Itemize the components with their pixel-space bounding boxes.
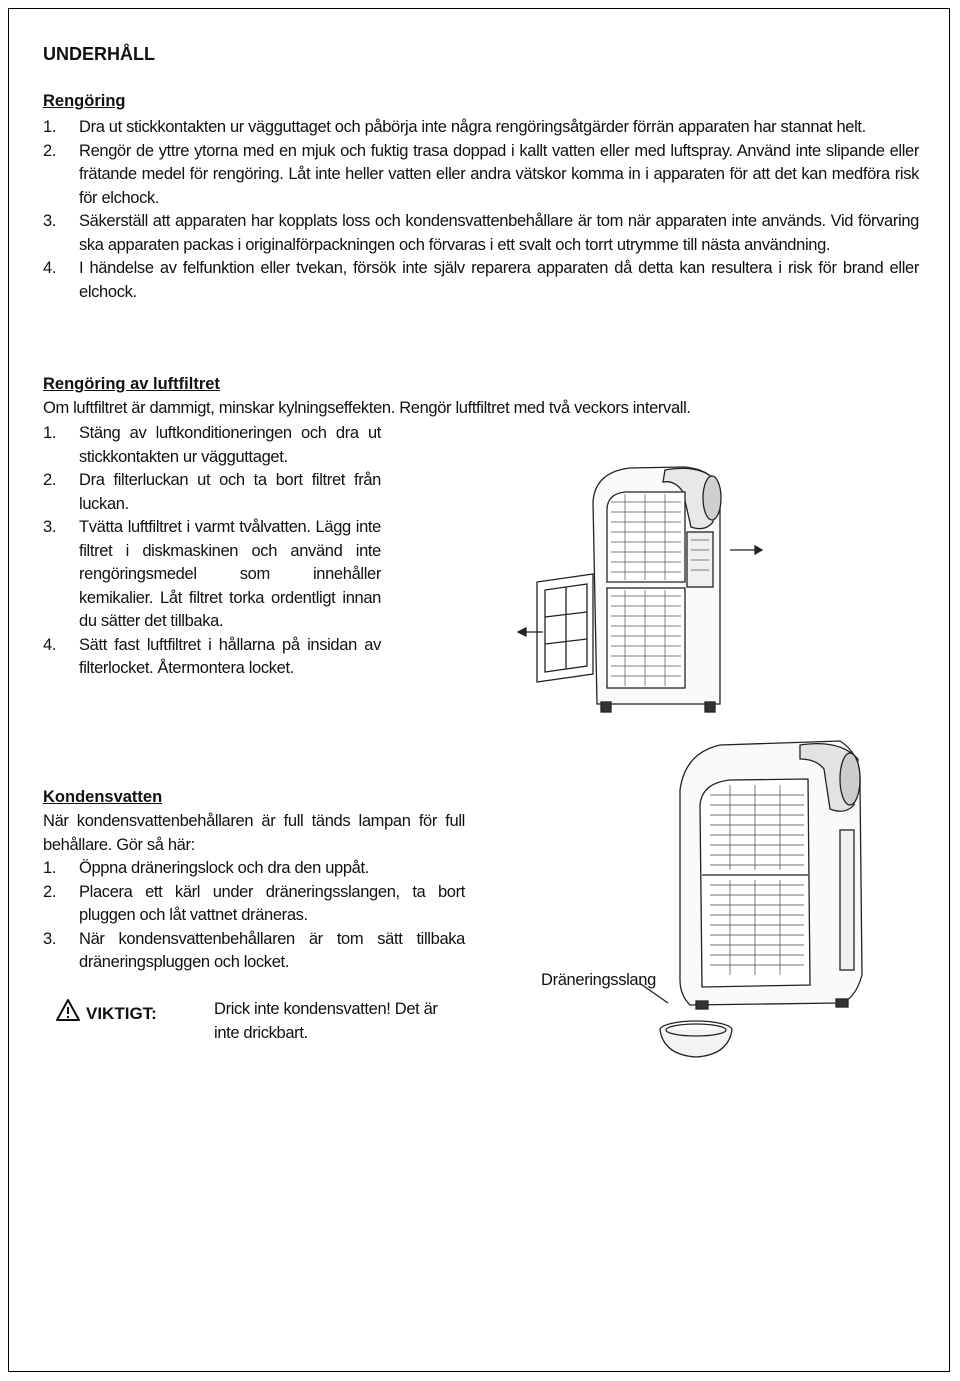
drainage-illustration <box>640 735 870 1060</box>
list-item: 1. Stäng av luftkonditioneringen och dra ut stickkontakten ur vägguttaget. <box>43 424 381 466</box>
list-item: 3. När kondensvattenbehållaren är tom sätt tillbaka dräneringspluggen och locket. <box>43 929 465 971</box>
list-item: 1. Öppna dräneringslock och dra den uppåt. <box>43 859 369 877</box>
warning-triangle-icon <box>55 998 81 1022</box>
list-item: 2. Rengör de yttre ytorna med en mjuk och fuktig trasa doppad i kallt vatten eller med luftspray. Använd inte slipande eller frätande medel för rengöring. Låt inte heller vatten eller andra vätskor komma in i apparaten för att det kan medföra risk för elchock. <box>43 141 919 207</box>
list-item: 4. I händelse av felfunktion eller tvekan, försök inte själv reparera apparaten då detta kan resultera i risk för brand eller elchock. <box>43 259 919 301</box>
condensate-intro: När kondensvattenbehållaren är full tänds lampan för full behållare. Gör så här: <box>43 812 465 854</box>
list-item: 2. Dra filterluckan ut och ta bort filtret från luckan. <box>43 471 381 513</box>
cleaning-heading: Rengöring <box>43 92 126 110</box>
warning-text: Drick inte kondensvatten! Det är inte drickbart. <box>214 1000 438 1042</box>
cleaning-list <box>43 116 919 304</box>
page-title: UNDERHÅLL <box>43 44 155 64</box>
condensate-list <box>43 857 465 975</box>
list-item: 4. Sätt fast luftfiltret i hållarna på insidan av filterlocket. Återmontera locket. <box>43 635 381 677</box>
list-item: 3. Säkerställ att apparaten har kopplats loss och kondensvattenbehållare är tom när apparaten inte används. Vid förvaring ska apparaten packas i originalförpackningen och förvaras i ett svalt och torrt utrymme till nästa användning. <box>43 212 919 254</box>
filter-list <box>43 422 381 681</box>
filter-intro: Om luftfiltret är dammigt, minskar kylningseffekten. Rengör luftfiltret med två veckors intervall. <box>43 399 691 417</box>
warning-label: VIKTIGT: <box>86 1004 157 1023</box>
filter-heading: Rengöring av luftfiltret <box>43 375 220 393</box>
drain-hose-label: Dräneringsslang <box>541 971 656 989</box>
filter-removal-illustration <box>515 462 775 717</box>
condensate-heading: Kondensvatten <box>43 788 163 806</box>
list-item: 1. Dra ut stickkontakten ur vägguttaget och påbörja inte några rengöringsåtgärder förrän apparaten har stannat helt. <box>43 118 866 136</box>
list-item: 2. Placera ett kärl under dräneringsslangen, ta bort pluggen och låt vattnet dräneras. <box>43 882 465 924</box>
list-item: 3. Tvätta luftfiltret i varmt tvålvatten. Lägg inte filtret i diskmaskinen och använd inte rengöringsmedel som innehåller kemikalier. Låt filtret torka ordentligt innan du sätter det tillbaka. <box>43 518 381 630</box>
